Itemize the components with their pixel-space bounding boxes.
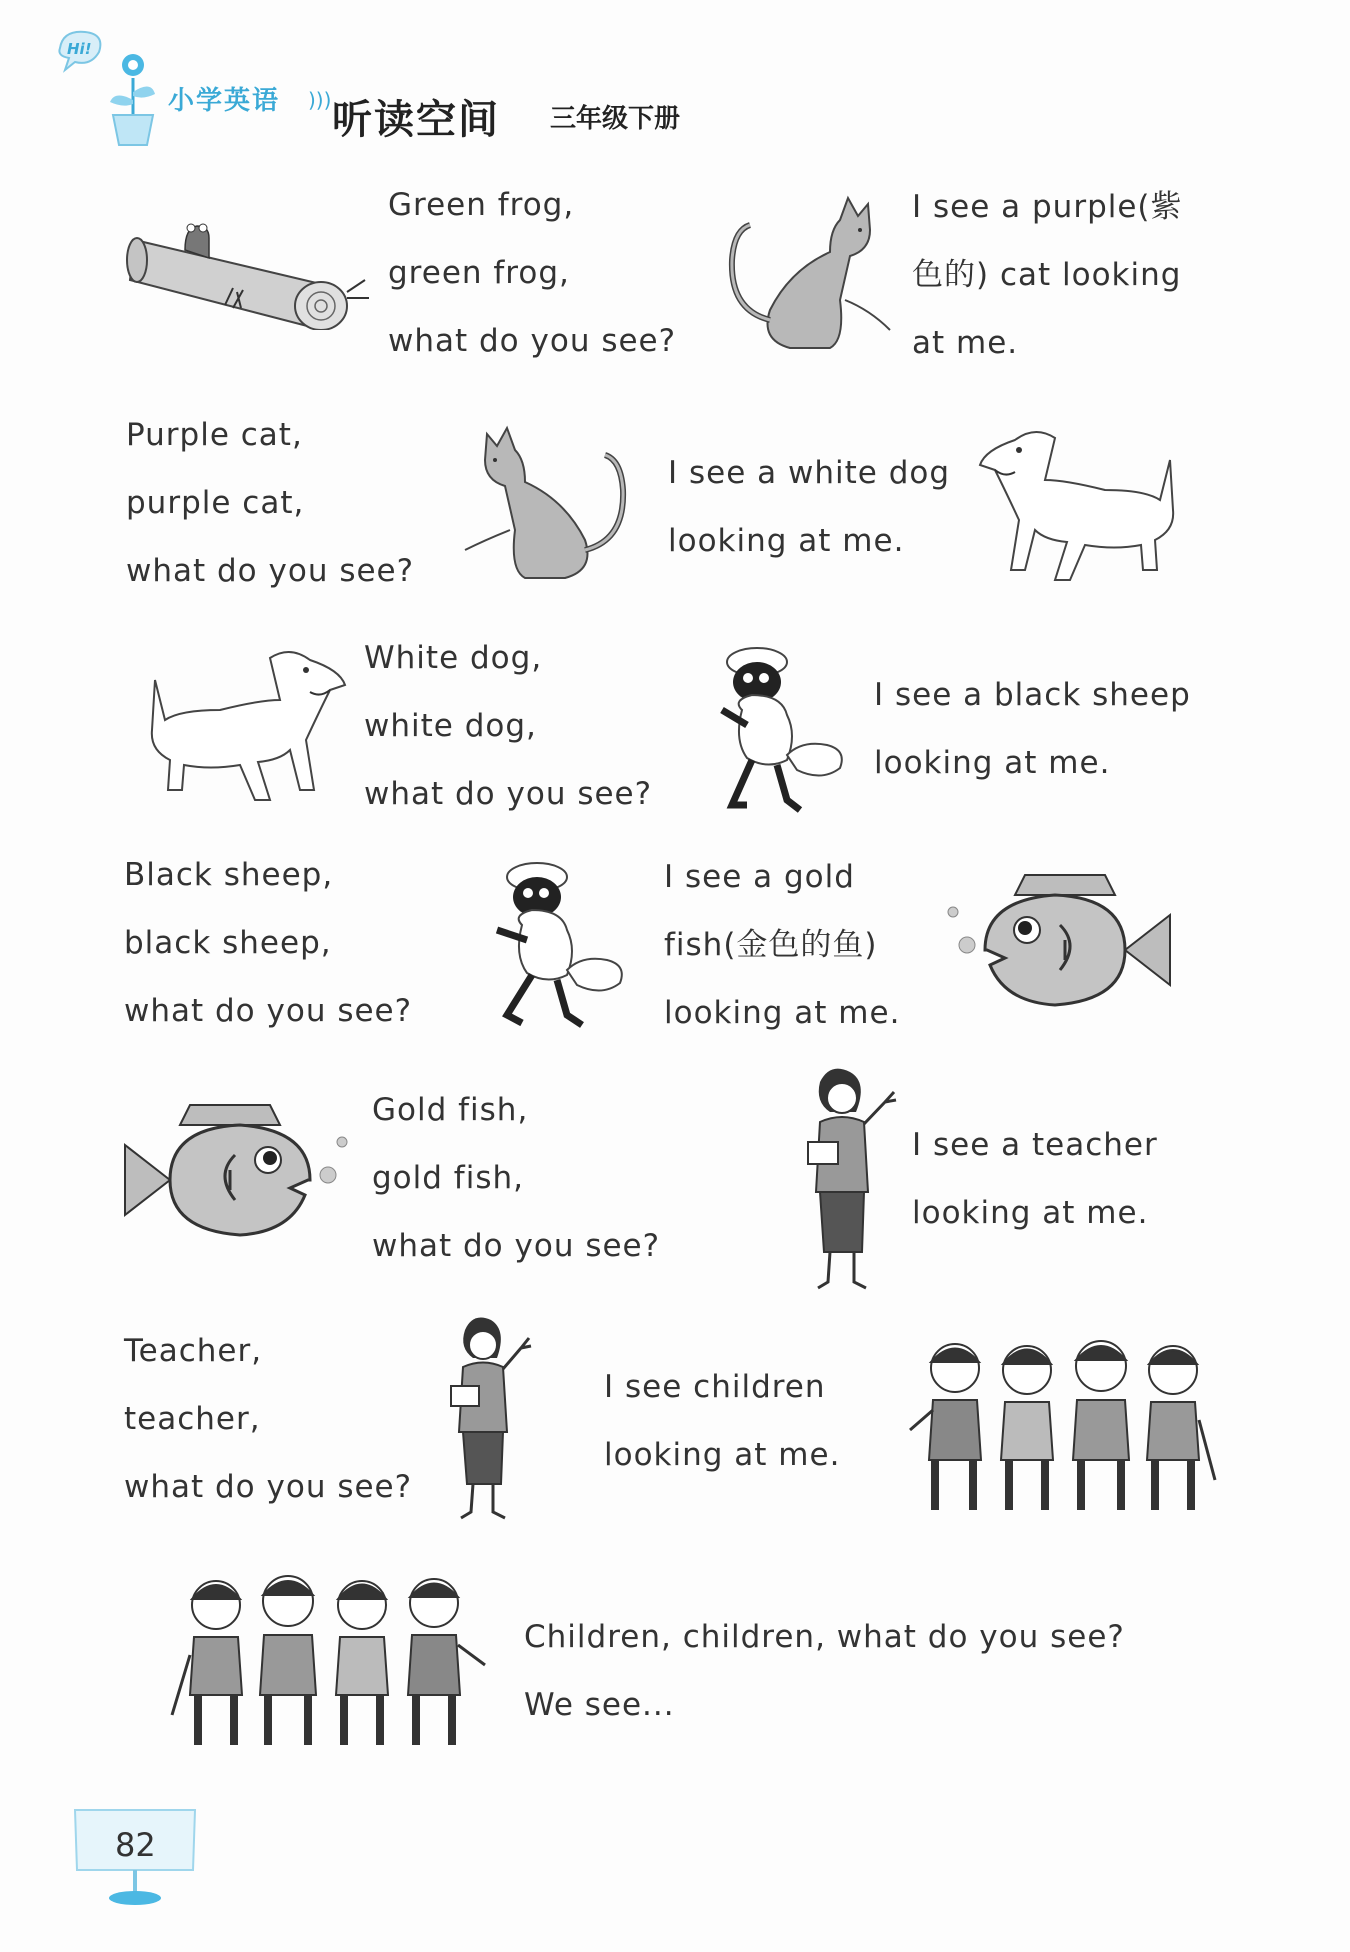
frog-verse-line-2: green frog,: [388, 255, 570, 291]
children-illustration-right: [905, 1330, 1225, 1520]
fish-answer-line-3: looking at me.: [664, 995, 901, 1031]
sheep-answer-line-1: I see a black sheep: [874, 677, 1191, 713]
children-verse-line-1: Children, children, what do you see?: [524, 1619, 1125, 1655]
sound-wave-icon: ))): [308, 88, 332, 112]
dog-verse-line-3: what do you see?: [364, 776, 653, 812]
cat-illustration: [455, 420, 635, 590]
fish-verse-line-3: what do you see?: [372, 1228, 661, 1264]
teacher-answer-line-1: I see a teacher: [912, 1127, 1158, 1163]
frog-verse-line-1: Green frog,: [388, 187, 575, 223]
brand-title: 小学英语: [168, 86, 281, 116]
teacher-answer-line-2: looking at me.: [912, 1195, 1149, 1231]
cat-answer-line-1: I see a purple(紫: [912, 189, 1183, 225]
flower-pot-icon: [55, 20, 165, 150]
children-verse-line-2: We see...: [524, 1687, 675, 1723]
fish-verse-line-1: Gold fish,: [372, 1092, 529, 1128]
sheep-verse-line-3: what do you see?: [124, 993, 413, 1029]
cat-illustration-right: [720, 190, 900, 360]
fish-answer-line-2: fish(金色的鱼): [664, 927, 878, 963]
teacher-verse-line-2: teacher,: [124, 1401, 261, 1437]
teacher-illustration: [435, 1312, 535, 1524]
cat-verse-line-1: Purple cat,: [126, 417, 303, 453]
cat-verse-line-3: what do you see?: [126, 553, 415, 589]
children-answer-line-2: looking at me.: [604, 1437, 841, 1473]
teacher-illustration-right: [790, 1062, 900, 1294]
sheep-illustration-right: [712, 640, 862, 820]
hi-badge-text: Hi!: [67, 40, 92, 58]
dog-illustration: [120, 640, 350, 810]
dog-illustration-right: [975, 420, 1205, 590]
fish-illustration-right: [945, 870, 1175, 1020]
sheep-verse-line-1: Black sheep,: [124, 857, 334, 893]
sheep-answer-line-2: looking at me.: [874, 745, 1111, 781]
sheep-verse-line-2: black sheep,: [124, 925, 332, 961]
teacher-verse-line-3: what do you see?: [124, 1469, 413, 1505]
dog-verse-line-2: white dog,: [364, 708, 537, 744]
series-title: 听读空间: [332, 97, 500, 143]
fish-verse-line-2: gold fish,: [372, 1160, 524, 1196]
children-answer-line-1: I see children: [604, 1369, 826, 1405]
sheep-illustration: [482, 855, 632, 1035]
page-number: 82: [115, 1826, 156, 1864]
dog-verse-line-1: White dog,: [364, 640, 543, 676]
fish-illustration: [120, 1100, 350, 1250]
dog-answer-line-1: I see a white dog: [668, 455, 951, 491]
children-illustration: [160, 1565, 490, 1755]
cat-answer-line-2: 色的) cat looking: [912, 257, 1182, 293]
cat-verse-line-2: purple cat,: [126, 485, 305, 521]
fish-answer-line-1: I see a gold: [664, 859, 855, 895]
dog-answer-line-2: looking at me.: [668, 523, 905, 559]
frog-verse-line-3: what do you see?: [388, 323, 677, 359]
frog-on-log-illustration: [125, 210, 375, 330]
grade-label: 三年级下册: [550, 104, 681, 134]
cat-answer-line-3: at me.: [912, 325, 1019, 361]
teacher-verse-line-1: Teacher,: [124, 1333, 263, 1369]
